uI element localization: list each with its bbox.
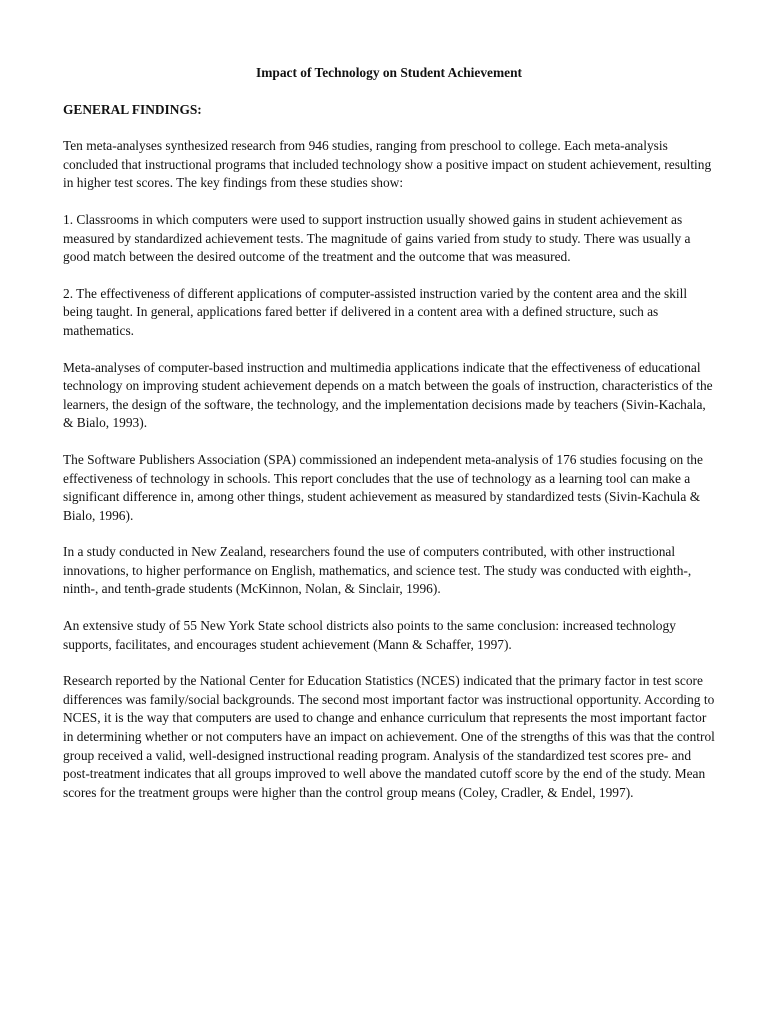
paragraph-spa-study: The Software Publishers Association (SPA) commissioned an independent meta-analysis of 176 studies focusing on the effectiveness of technology in schools. This report concludes that the use of technology as a learning tool can make a significant difference in, among other things, student achievement as measured by standardized tests (Sivin-Kachula & Bialo, 1996). [63, 451, 703, 523]
section-heading-general-findings: GENERAL FINDINGS: [63, 101, 202, 117]
paragraph-finding-2: 2. The effectiveness of different applications of computer-assisted instruction varied by the content area and the skill being taught. In general, applications fared better if delivered in a content area with a defined structure, such as mathematics. [63, 285, 688, 338]
document-title: Impact of Technology on Student Achievement [256, 65, 522, 80]
paragraph-multimedia-meta-analyses: Meta-analyses of computer-based instruction and multimedia applications indicate that the effectiveness of educational technology on improving student achievement depends on a match between the goals of instruction, characteristics of the learners, the design of the software, the technology, and the implementation decisions made by teachers (Sivin-Kachala, & Bialo, 1993). [63, 359, 713, 431]
paragraph-meta-analyses-intro: Ten meta-analyses synthesized research from 946 studies, ranging from preschool to college. Each meta-analysis concluded that instructional programs that included technology show a positive impact on student achievement, resulting in higher test scores. The key findings from these studies show: [63, 138, 712, 191]
document-page [63, 64, 715, 820]
paragraph-new-zealand-study: In a study conducted in New Zealand, researchers found the use of computers contributed, with other instructional innovations, to higher performance on English, mathematics, and science test. The study was conducted with eighth-, ninth-, and tenth-grade students (McKinnon, Nolan, & Sinclair, 1996). [63, 544, 692, 597]
paragraph-new-york-study: An extensive study of 55 New York State school districts also points to the same conclusion: increased technology supports, facilitates, and encourages student achievement (Mann & Schaffer, 1997). [63, 618, 676, 652]
paragraph-finding-1: 1. Classrooms in which computers were used to support instruction usually showed gains in student achievement as measured by standardized achievement tests. The magnitude of gains varied from study to study. There was usually a good match between the desired outcome of the treatment and the outcome that was measured. [63, 211, 691, 265]
paragraph-nces-research: Research reported by the National Center for Education Statistics (NCES) indicated that the primary factor in test score differences was family/social backgrounds. The second most important factor was instructional opportunity. According to NCES, it is the way that computers are used to change and enhance curriculum that represents the most important factor in determining whether or not computers have an impact on achievement. One of the strengths of this was that the control group received a valid, well-designed instructional reading program. Analysis of the standardized test scores pre- and post-treatment indicates that all groups improved to well above the mandated cutoff score by the end of the study. Mean scores for the treatment groups were higher than the control group means (Coley, Cradler, & Endel, 1997). [63, 673, 715, 800]
